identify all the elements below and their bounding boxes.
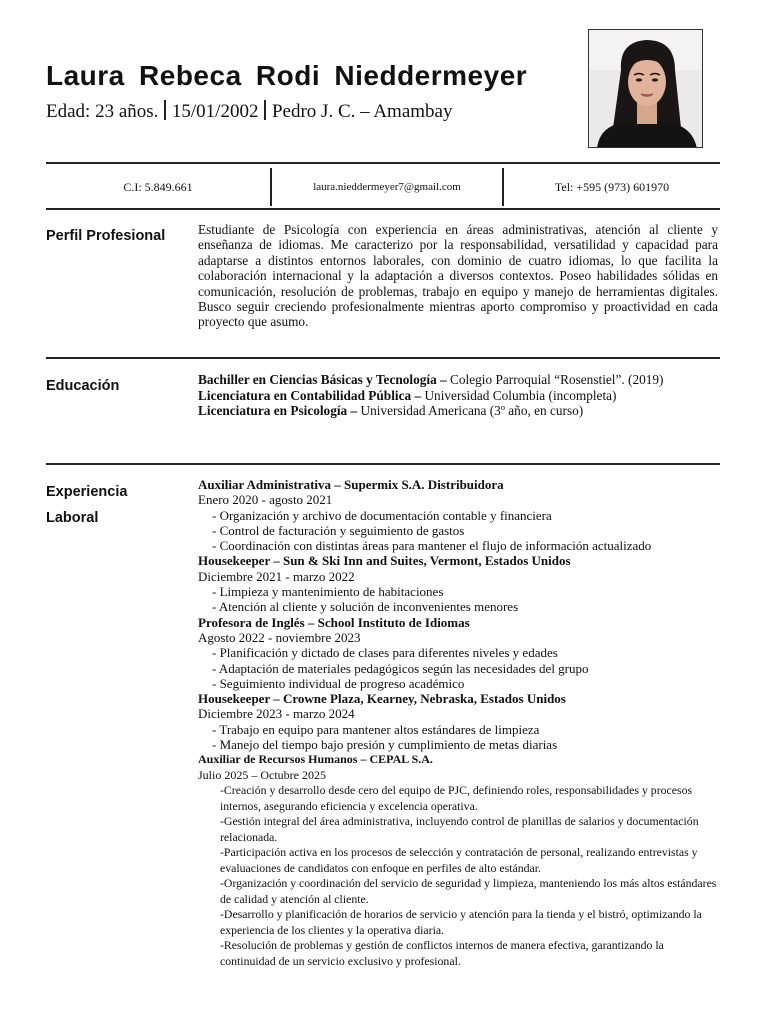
job-bullet (198, 538, 722, 553)
experience-title-line: Laboral (46, 510, 99, 526)
profile-text: Estudiante de Psicología con experiencia en áreas administrativas, atención al cliente y enseñanza de idiomas. Me caracterizo por la responsabilidad, versatilidad y capacidad para adaptarse a distintos entornos laborales, con dominio de cuatro idiomas, lo que facilita la colaboración internacional y la adaptación a diversos contextos. Poseo habilidades sólidas en comunicación, resolución de problemas, trabajo en equipo y manejo de herramientas digitales. Busco seguir creciendo profesionalmente mientras aporto compromiso y proactividad en cada proyecto que asumo. (198, 222, 718, 330)
job-entry (198, 615, 722, 691)
job-bullet: -Participación activa en los procesos de selección y contratación de personal, realizando entrevistas y evaluaciones de candidatos con enfoque en perfiles de alto estándar. (220, 845, 698, 875)
job-bullet: -Gestión integral del área administrativa, incluyendo control de planillas de salarios y documentación relacionada. (220, 814, 699, 844)
job-entry (198, 553, 722, 614)
job-dates: Diciembre 2023 - marzo 2024 (198, 706, 355, 722)
job-entry (198, 691, 722, 752)
job-bullet: - Adaptación de materiales pedagógicos según las necesidades del grupo (212, 660, 589, 676)
education-section-title: Educación (46, 378, 120, 394)
education-degree: Bachiller en Ciencias Básicas y Tecnología – (198, 372, 447, 387)
profile-photo (588, 29, 703, 148)
separator (164, 100, 166, 120)
job-bullet: -Creación y desarrollo desde cero del equipo de PJC, definiendo roles, responsabilidades y procesos internos, asegurando eficiencia y excelencia operativa. (220, 783, 693, 813)
ci-cell: C.I: 5.849.661 (123, 179, 193, 194)
personal-info-line (46, 100, 452, 123)
contact-bar (46, 168, 720, 206)
experience-list (198, 477, 722, 969)
age-text: Edad: 23 años. (46, 101, 159, 122)
phone-cell: Tel: +595 (973) 601970 (554, 179, 670, 194)
job-dates: Diciembre 2021 - marzo 2022 (198, 568, 355, 584)
job-dates: Julio 2025 – Octubre 2025 (198, 767, 326, 782)
job-bullet: - Atención al cliente y solución de inconvenientes menores (212, 599, 519, 615)
education-item (198, 403, 722, 419)
education-item (198, 372, 722, 388)
education-degree: Licenciatura en Contabilidad Pública – (198, 387, 422, 403)
experience-title-line: Experiencia (46, 484, 128, 500)
location-text: Pedro J. C. – Amambay (271, 101, 453, 122)
job-title: Profesora de Inglés – School Instituto de Idiomas (198, 614, 470, 630)
job-title: Auxiliar Administrativa – Supermix S.A. Distribuidora (198, 477, 504, 492)
job-entry (198, 752, 722, 969)
divider (46, 162, 720, 164)
job-bullet: - Organización y archivo de documentación contable y financiera (212, 507, 552, 523)
divider (46, 208, 720, 210)
profile-photo-image (589, 30, 703, 148)
job-bullet: - Seguimiento individual de progreso académico (212, 675, 465, 691)
divider (46, 357, 720, 359)
education-institution: Colegio Parroquial “Rosenstiel”. (2019) (446, 372, 664, 387)
job-title: Auxiliar de Recursos Humanos – CEPAL S.A. (198, 752, 433, 767)
education-institution: Universidad Americana (3º año, en curso) (357, 403, 584, 418)
education-institution: Universidad Columbia (incompleta) (421, 387, 617, 403)
job-title: Housekeeper – Crowne Plaza, Kearney, Nebraska, Estados Unidos (198, 691, 566, 707)
job-bullet: -Organización y coordinación del servicio de seguridad y limpieza, manteniendo los más altos estándares de calidad y atención al cliente. (220, 876, 717, 906)
education-list (198, 372, 722, 419)
experience-section-title (46, 479, 127, 531)
profile-section-title: Perfil Profesional (46, 228, 166, 244)
education-item (198, 388, 722, 404)
job-bullet: -Desarrollo y planificación de horarios de servicio y atención para la tienda y el bistró, optimizando la experiencia de los clientes y la operativa diaria. (220, 907, 702, 937)
education-degree: Licenciatura en Psicología – (198, 403, 358, 418)
job-title: Housekeeper – Sun & Ski Inn and Suites, Vermont, Estados Unidos (198, 553, 571, 569)
job-dates: Agosto 2022 - noviembre 2023 (198, 629, 361, 645)
divider (46, 463, 720, 465)
email-cell: laura.nieddermeyer7@gmail.com (313, 181, 461, 193)
job-bullet-text: - Coordinación con distintas áreas para mantener el flujo de información actualizado (212, 538, 652, 554)
job-bullet: - Limpieza y mantenimiento de habitaciones (212, 584, 444, 600)
job-bullet: - Control de facturación y seguimiento de gastos (212, 522, 465, 538)
birthdate-text: 15/01/2002 (171, 101, 259, 122)
job-bullet: - Planificación y dictado de clases para diferentes niveles y edades (212, 645, 558, 661)
job-bullet: -Resolución de problemas y gestión de conflictos internos de manera efectiva, garantizando la continuidad de un servicio exclusivo y profesional. (220, 938, 664, 968)
job-bullet: - Manejo del tiempo bajo presión y cumplimiento de metas diarias (212, 737, 558, 753)
job-dates: Enero 2020 - agosto 2021 (198, 492, 333, 508)
job-entry (198, 477, 722, 553)
separator (264, 100, 266, 120)
job-bullet: - Trabajo en equipo para mantener altos estándares de limpieza (212, 721, 540, 737)
candidate-name: Laura Rebeca Rodi Nieddermeyer (46, 60, 528, 91)
